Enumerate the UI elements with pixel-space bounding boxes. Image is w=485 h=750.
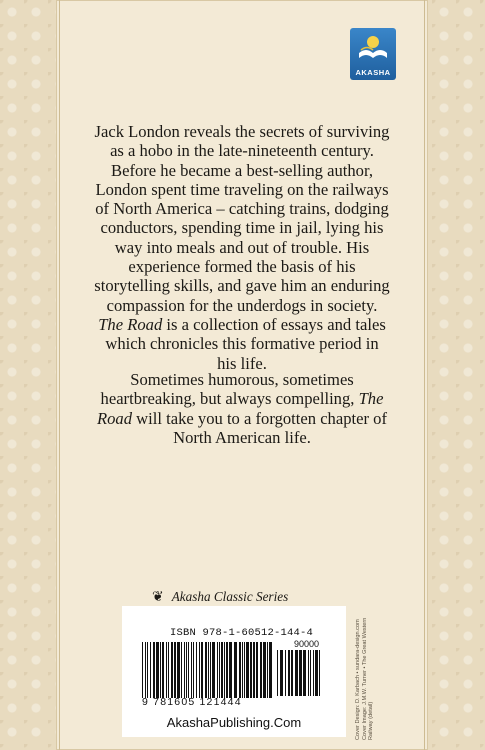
fleuron-icon: ❦ — [152, 590, 164, 605]
blurb-paragraph-1: Jack London reveals the secrets of surviving as a hobo in the late-nineteenth century. Before he became a best-selling author, London spent time traveling on the railways of North America – catching trains, dodging conductors, spending time in jail, lying his way into meals and out of trouble. His experience formed the basis of his storytelling skills, and gave him an enduring compassion for the underdogs in society. The Road is a collection of essays and tales which chronicles this formative period in his life. — [94, 122, 390, 373]
blurb-paragraph-2: Sometimes humorous, sometimes heartbreaking, but always compelling, The Road will take you to a forgotten chapter of North American life. — [96, 370, 387, 447]
series-label — [152, 589, 352, 606]
publisher-logo — [350, 28, 396, 80]
book-title: The Road — [96, 389, 384, 428]
barcode-digits: 9 781605 121444 — [142, 696, 242, 708]
cover-credits: Cover Design: D. Karbach • sundara-design.com Cover Image: J.M.W. Turner • The Great Western Railway (detail) — [355, 617, 375, 740]
barcode-panel — [122, 606, 346, 737]
publisher-url: AkashaPublishing.Com — [166, 715, 302, 730]
price-addon-text: 90000 — [294, 639, 320, 649]
addon-barcode — [277, 650, 323, 696]
logo-wordmark: AKASHA — [355, 68, 391, 77]
open-book-icon — [357, 33, 389, 63]
ean-barcode — [142, 642, 276, 698]
book-title: The Road — [98, 314, 163, 334]
isbn-text: ISBN 978-1-60512-144-4 — [170, 627, 314, 639]
series-name: Akasha Classic Series — [171, 589, 289, 604]
